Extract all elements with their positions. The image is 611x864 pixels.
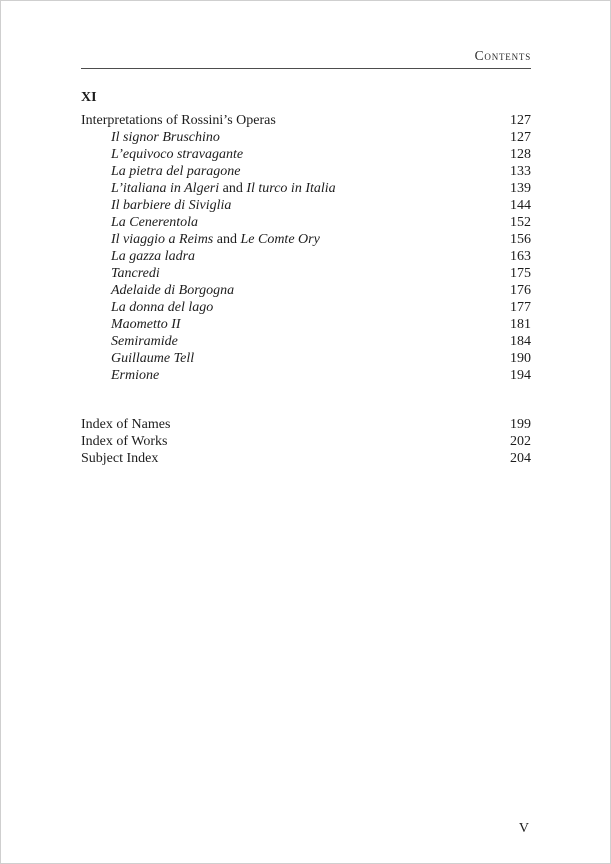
- toc-row: [81, 299, 531, 316]
- running-header-text: Contents: [474, 48, 531, 63]
- toc-entry-title: [111, 316, 498, 333]
- toc-row: [81, 163, 531, 180]
- toc-title-italic: L’italiana in Algeri: [111, 181, 220, 196]
- toc-title-italic-2: Le Comte Ory: [240, 232, 320, 247]
- toc-row: [81, 316, 531, 333]
- toc-title-italic: Ermione: [111, 368, 160, 383]
- toc-row: [81, 180, 531, 197]
- toc-row: [81, 231, 531, 248]
- toc-page-number: 204: [510, 451, 531, 466]
- toc-row: [81, 333, 531, 350]
- toc-page-number: 133: [510, 164, 531, 179]
- toc-entry-title: [111, 163, 498, 180]
- toc-page-number: 163: [510, 249, 531, 264]
- back-matter-section: [81, 416, 531, 467]
- toc-title-italic: L’equivoco stravagante: [111, 147, 244, 162]
- toc-index-title: Index of Names: [81, 417, 171, 432]
- toc-entry-title: [111, 248, 498, 265]
- toc-row: [81, 146, 531, 163]
- toc-entry-title: [111, 197, 498, 214]
- toc-entry-title: [111, 299, 498, 316]
- toc-page-number: 144: [510, 198, 531, 213]
- toc-title-italic: Tancredi: [111, 266, 160, 281]
- running-header: [81, 47, 531, 69]
- toc-row: [81, 265, 531, 282]
- page-content: [81, 1, 531, 467]
- toc-title-connector: and: [213, 232, 241, 247]
- toc-title-italic-2: Il turco in Italia: [246, 181, 336, 196]
- toc-page-number: 175: [510, 266, 531, 281]
- toc-page-number: 184: [510, 334, 531, 349]
- toc-entry-title: [111, 231, 498, 248]
- toc-page-number: 176: [510, 283, 531, 298]
- toc-row: [81, 367, 531, 384]
- toc-title-italic: Il barbiere di Siviglia: [111, 198, 232, 213]
- toc-title-italic: Adelaide di Borgogna: [111, 283, 235, 298]
- toc-page-number: 202: [510, 434, 531, 449]
- toc-row: [81, 282, 531, 299]
- toc-index-row: [81, 433, 531, 450]
- toc-title-italic: Il signor Bruschino: [111, 130, 220, 145]
- toc-title-italic: La Cenerentola: [111, 215, 198, 230]
- toc-entry-title: [111, 282, 498, 299]
- toc-title-italic: Guillaume Tell: [111, 351, 195, 366]
- toc-title-italic: La gazza ladra: [111, 249, 196, 264]
- toc-entry-title: [111, 333, 498, 350]
- toc-chapter-row: [81, 112, 531, 129]
- toc-page-number: 139: [510, 181, 531, 196]
- toc-title-connector: and: [219, 181, 247, 196]
- toc-page-number: 156: [510, 232, 531, 247]
- toc-page-number: 128: [510, 147, 531, 162]
- toc-entry-title: [111, 350, 498, 367]
- toc-chapter-title: Interpretations of Rossini’s Operas: [81, 113, 276, 128]
- toc-row: [81, 214, 531, 231]
- toc-entry-title: [111, 214, 498, 231]
- toc-title-italic: La donna del lago: [111, 300, 214, 315]
- page-folio: V: [518, 821, 529, 836]
- toc-page-number: 152: [510, 215, 531, 230]
- toc-row: [81, 248, 531, 265]
- toc-title-italic: La pietra del paragone: [111, 164, 241, 179]
- toc-page-number: 199: [510, 417, 531, 432]
- toc-page-number: 181: [510, 317, 531, 332]
- toc-row: [81, 350, 531, 367]
- toc-row: [81, 129, 531, 146]
- toc-row: [81, 197, 531, 214]
- table-of-contents: [81, 112, 531, 467]
- toc-index-title: Subject Index: [81, 451, 159, 466]
- toc-index-row: [81, 450, 531, 467]
- toc-index-row: [81, 416, 531, 433]
- chapter-number: XI: [81, 90, 97, 105]
- toc-entry-title: [111, 129, 498, 146]
- toc-title-italic: Il viaggio a Reims: [111, 232, 214, 247]
- toc-entry-title: [111, 180, 498, 197]
- toc-page-number: 190: [510, 351, 531, 366]
- toc-page-number: 177: [510, 300, 531, 315]
- toc-entry-title: [111, 367, 498, 384]
- toc-page-number: 127: [510, 130, 531, 145]
- toc-index-title: Index of Works: [81, 434, 168, 449]
- toc-entry-title: [111, 146, 498, 163]
- toc-title-italic: Maometto II: [111, 317, 181, 332]
- toc-entry-title: [111, 265, 498, 282]
- toc-page-number: 194: [510, 368, 531, 383]
- toc-title-italic: Semiramide: [111, 334, 178, 349]
- toc-page-number: 127: [510, 113, 531, 128]
